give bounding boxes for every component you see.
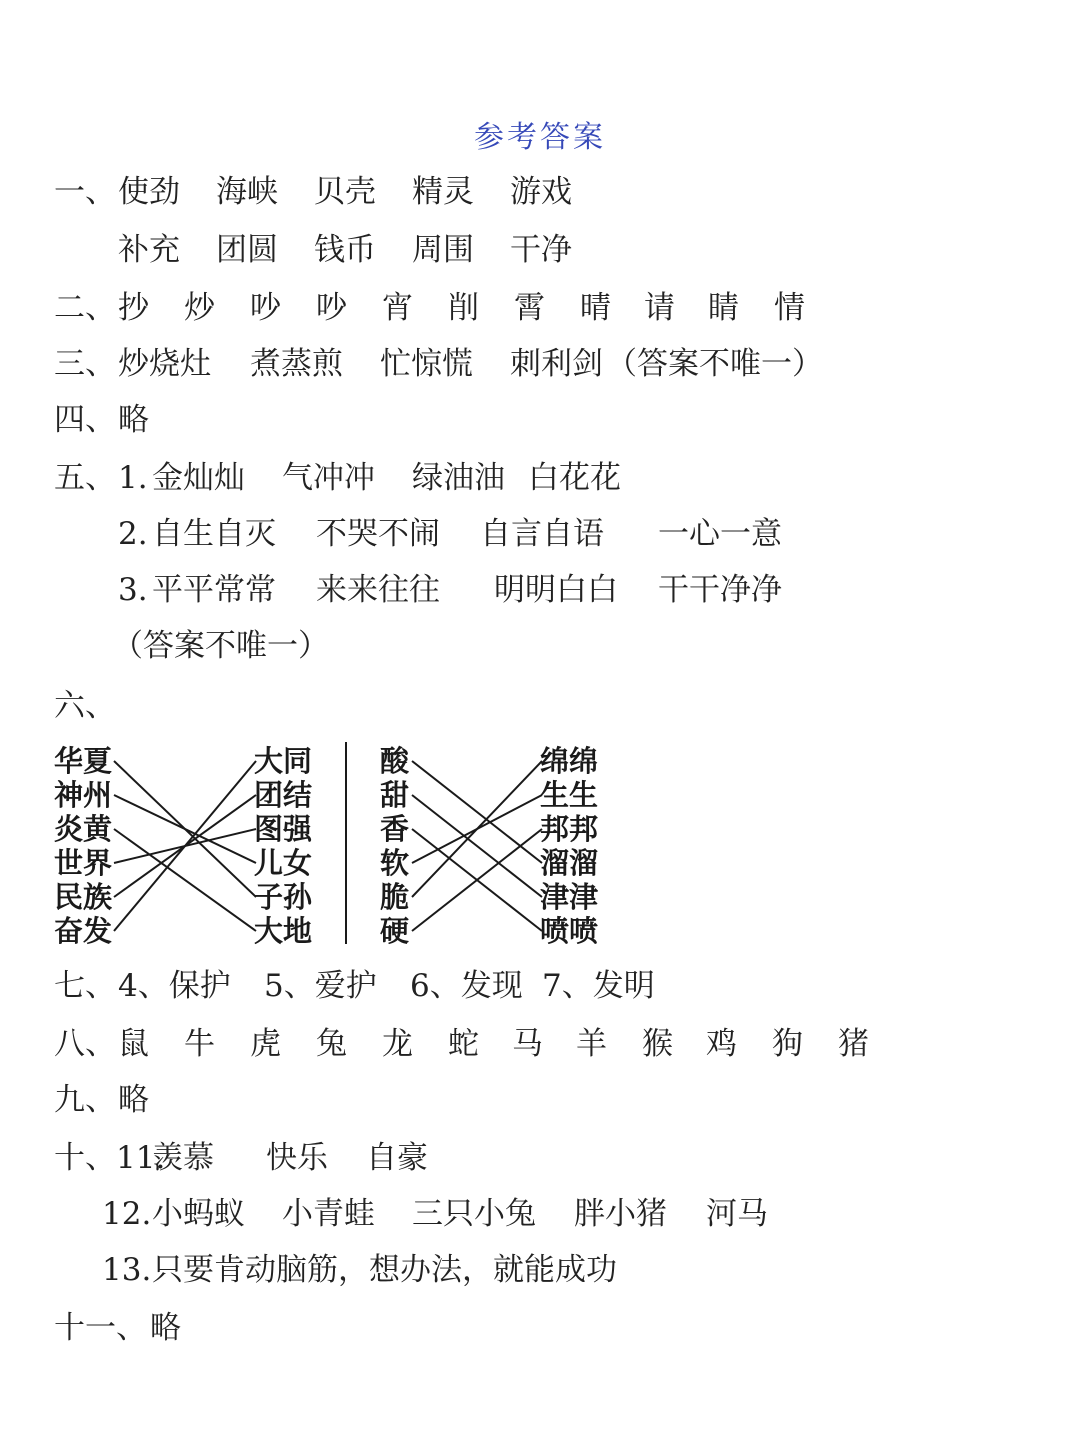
match-left-word: 神州 <box>54 778 113 812</box>
match-right-word: 图强 <box>254 812 313 846</box>
item-number: 11. <box>116 1140 166 1176</box>
answer-word: 干净 <box>510 232 572 268</box>
answer-char: 马 <box>512 1026 543 1062</box>
answer-char: 炒 <box>184 290 215 326</box>
answer-label: 十一、 <box>54 1310 147 1346</box>
answer-word: 6、发现 <box>410 968 523 1004</box>
match-link-line <box>114 829 256 931</box>
answer-word: 一心一意 <box>658 516 782 552</box>
answer-word: 来来往往 <box>316 572 440 608</box>
match-link-line <box>412 795 542 897</box>
answer-label: 五、 <box>54 460 116 496</box>
matching-diagram <box>48 738 668 958</box>
answer-label: 七、 <box>54 968 116 1004</box>
answer-word: 平平常常 <box>152 572 276 608</box>
match-right-word: 喷喷 <box>540 914 599 948</box>
answer-text: 略 <box>150 1310 181 1346</box>
match-right-word: 津津 <box>540 880 599 914</box>
answer-word: 忙惊慌 <box>380 346 473 382</box>
answer-char: 睛 <box>708 290 739 326</box>
item-number: 1. <box>118 460 148 496</box>
answer-char: 宵 <box>382 290 413 326</box>
answer-word: 羡慕 <box>152 1140 214 1176</box>
match-link-line <box>114 761 256 931</box>
answer-note: （答案不唯一） <box>112 628 329 664</box>
match-right-word: 溜溜 <box>540 846 599 880</box>
answer-word: 海峡 <box>216 174 278 210</box>
answer-text: 略 <box>118 1082 149 1118</box>
answer-char: 霄 <box>514 290 545 326</box>
match-left-word: 酸 <box>380 744 410 778</box>
match-left-word: 华夏 <box>54 744 113 778</box>
answer-word: 白花花 <box>528 460 621 496</box>
answer-word: 自言自语 <box>480 516 604 552</box>
answer-word: 5、爱护 <box>264 968 377 1004</box>
answer-label: 二、 <box>54 290 116 326</box>
match-right-word: 大同 <box>254 744 313 778</box>
answer-char: 鸡 <box>706 1026 737 1062</box>
match-left-word: 炎黄 <box>54 812 113 846</box>
answer-word: 胖小猪 <box>574 1196 667 1232</box>
answer-word: 贝壳 <box>314 174 376 210</box>
answer-char: 吵 <box>316 290 347 326</box>
answer-word: 补充 <box>118 232 180 268</box>
answer-char: 龙 <box>382 1026 413 1062</box>
answer-note: （答案不唯一） <box>606 346 823 382</box>
answer-word: 气冲冲 <box>282 460 375 496</box>
match-right-word: 大地 <box>254 914 313 948</box>
answer-word: 自生自灭 <box>152 516 276 552</box>
match-link-line <box>114 795 256 863</box>
answer-word: 快乐 <box>266 1140 328 1176</box>
answer-word: 团圆 <box>216 232 278 268</box>
answer-text: 略 <box>118 402 149 438</box>
answer-label: 九、 <box>54 1082 116 1118</box>
answer-word: 7、发明 <box>542 968 655 1004</box>
match-right-word: 绵绵 <box>540 744 599 778</box>
answer-char: 请 <box>644 290 675 326</box>
answer-word: 三只小兔 <box>412 1196 536 1232</box>
answer-word: 刺利剑 <box>510 346 603 382</box>
match-left-word: 世界 <box>54 846 113 880</box>
item-number: 12. <box>102 1196 152 1232</box>
answer-char: 情 <box>774 290 805 326</box>
item-number: 2. <box>118 516 148 552</box>
answer-char: 猪 <box>838 1026 869 1062</box>
match-right-word: 团结 <box>254 778 313 812</box>
answer-word: 绿油油 <box>412 460 505 496</box>
answer-word: 河马 <box>706 1196 768 1232</box>
answer-char: 晴 <box>580 290 611 326</box>
answer-label: 八、 <box>54 1026 116 1062</box>
answer-label: 六、 <box>54 688 116 724</box>
answer-text: 只要肯动脑筋，想办法，就能成功 <box>152 1252 617 1288</box>
answer-word: 使劲 <box>118 174 180 210</box>
answer-char: 猴 <box>642 1026 673 1062</box>
match-left-word: 硬 <box>380 914 410 948</box>
match-left-word: 软 <box>380 846 410 880</box>
answer-word: 精灵 <box>412 174 474 210</box>
match-left-word: 奋发 <box>54 914 113 948</box>
answer-char: 鼠 <box>118 1026 149 1062</box>
match-left-word: 民族 <box>54 880 113 914</box>
answer-char: 抄 <box>118 290 149 326</box>
answer-label: 一、 <box>54 174 116 210</box>
answer-word: 煮蒸煎 <box>250 346 343 382</box>
answer-char: 兔 <box>316 1026 347 1062</box>
answer-word: 4、保护 <box>118 968 231 1004</box>
answer-char: 羊 <box>576 1026 607 1062</box>
match-left-word: 香 <box>380 812 410 846</box>
answer-word: 炒烧灶 <box>118 346 211 382</box>
answer-word: 明明白白 <box>494 572 618 608</box>
answer-word: 不哭不闹 <box>316 516 440 552</box>
match-link-line <box>412 761 542 897</box>
page-title: 参考答案 <box>474 120 606 155</box>
match-right-word: 子孙 <box>254 880 313 914</box>
answer-char: 吵 <box>250 290 281 326</box>
answer-word: 自豪 <box>366 1140 428 1176</box>
answer-char: 牛 <box>184 1026 215 1062</box>
answer-word: 周围 <box>412 232 474 268</box>
answer-word: 小蚂蚁 <box>152 1196 245 1232</box>
match-left-word: 脆 <box>380 880 410 914</box>
match-link-line <box>412 761 542 863</box>
answer-word: 干干净净 <box>658 572 782 608</box>
answer-char: 蛇 <box>448 1026 479 1062</box>
answer-char: 虎 <box>250 1026 281 1062</box>
item-number: 13. <box>102 1252 152 1288</box>
answer-label: 十、 <box>54 1140 116 1176</box>
answer-char: 狗 <box>772 1026 803 1062</box>
match-left-word: 甜 <box>380 778 410 812</box>
match-right-word: 生生 <box>540 778 599 812</box>
item-number: 3. <box>118 572 148 608</box>
answer-word: 金灿灿 <box>152 460 245 496</box>
match-right-word: 儿女 <box>254 846 313 880</box>
match-right-word: 邦邦 <box>540 812 599 846</box>
answer-word: 游戏 <box>510 174 572 210</box>
answer-label: 三、 <box>54 346 116 382</box>
answer-label: 四、 <box>54 402 116 438</box>
answer-word: 钱币 <box>314 232 376 268</box>
answer-word: 小青蛙 <box>282 1196 375 1232</box>
answer-char: 削 <box>448 290 479 326</box>
